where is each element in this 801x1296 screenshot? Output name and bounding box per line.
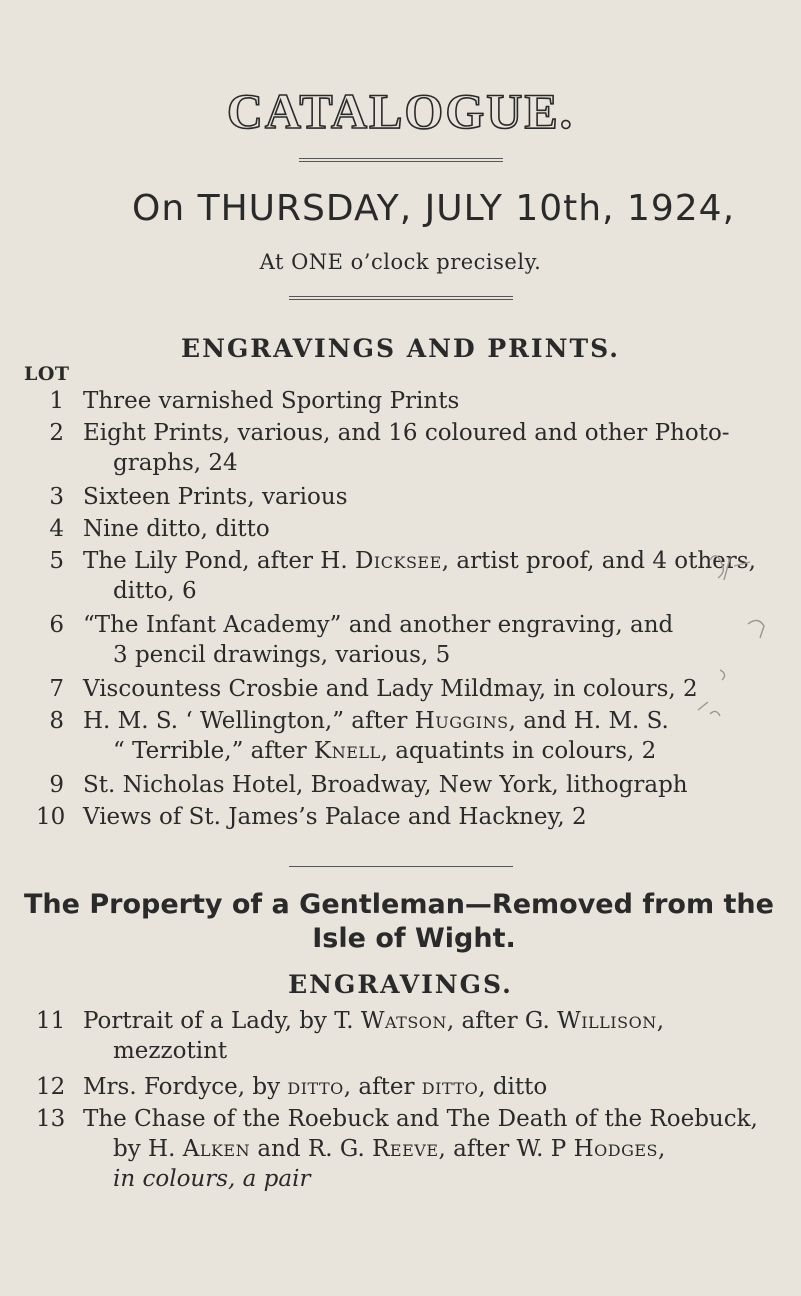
lot-number: 9 [49,772,64,798]
catalogue-title: CATALOGUE. [226,83,575,139]
section-heading-engravings-prints: ENGRAVINGS AND PRINTS. [181,334,620,363]
lot-number: 3 [49,484,64,510]
lot-description: Viscountess Crosbie and Lady Mildmay, in colours, 2 [83,676,698,702]
lot-description: H. M. S. ‘ Wellington,” after Huggins, and H. M. S. “ Terrible,” after Knell, aquatints in colours, 2 [83,708,669,764]
lot-description: Eight Prints, various, and 16 coloured and other Photo- graphs, 24 [83,420,730,476]
lot-description: “The Infant Academy” and another engraving, and 3 pencil drawings, various, 5 [83,612,674,668]
lot-description: Three varnished Sporting Prints [83,388,460,414]
lot-number: 5 [49,548,64,574]
lot-description: Mrs. Fordyce, by ditto, after ditto, ditto [83,1074,548,1100]
sale-time: At ONE o’clock precisely. [259,250,542,274]
lot-number: 11 [36,1008,66,1034]
lot-number: 8 [49,708,64,734]
lot-number: 10 [36,804,66,830]
lot-number: 4 [49,516,64,542]
lot-number: 6 [49,612,64,638]
lot-number: 1 [49,388,64,414]
lot-description: St. Nicholas Hotel, Broadway, New York, lithograph [83,772,688,798]
lot-column-label: LOT [24,363,70,385]
lot-number: 7 [49,676,64,702]
section-heading-engravings: ENGRAVINGS. [288,970,513,999]
lot-description: The Chase of the Roebuck and The Death of the Roebuck, by H. Alken and R. G. Reeve, after W. P Hodges, in colours, a pair [83,1106,758,1192]
lot-number: 2 [49,420,64,446]
lot-description: Views of St. James’s Palace and Hackney, 2 [83,804,587,830]
sale-date: On THURSDAY, JULY 10th, 1924, [132,188,736,229]
lot-description: Sixteen Prints, various [83,484,348,510]
lot-description: The Lily Pond, after H. Dicksee, artist proof, and 4 others, ditto, 6 [83,548,756,604]
lot-description: Portrait of a Lady, by T. Watson, after G. Willison, mezzotint [83,1008,665,1064]
property-heading: The Property of a Gentleman—Removed from the Isle of Wight. [24,889,774,954]
section-divider [289,866,513,867]
time-rule [289,296,513,300]
lot-number: 13 [36,1106,66,1132]
lot-description: Nine ditto, ditto [83,516,270,542]
lot-number: 12 [36,1074,66,1100]
pencil-annotations [690,540,800,820]
title-rule [299,158,503,162]
